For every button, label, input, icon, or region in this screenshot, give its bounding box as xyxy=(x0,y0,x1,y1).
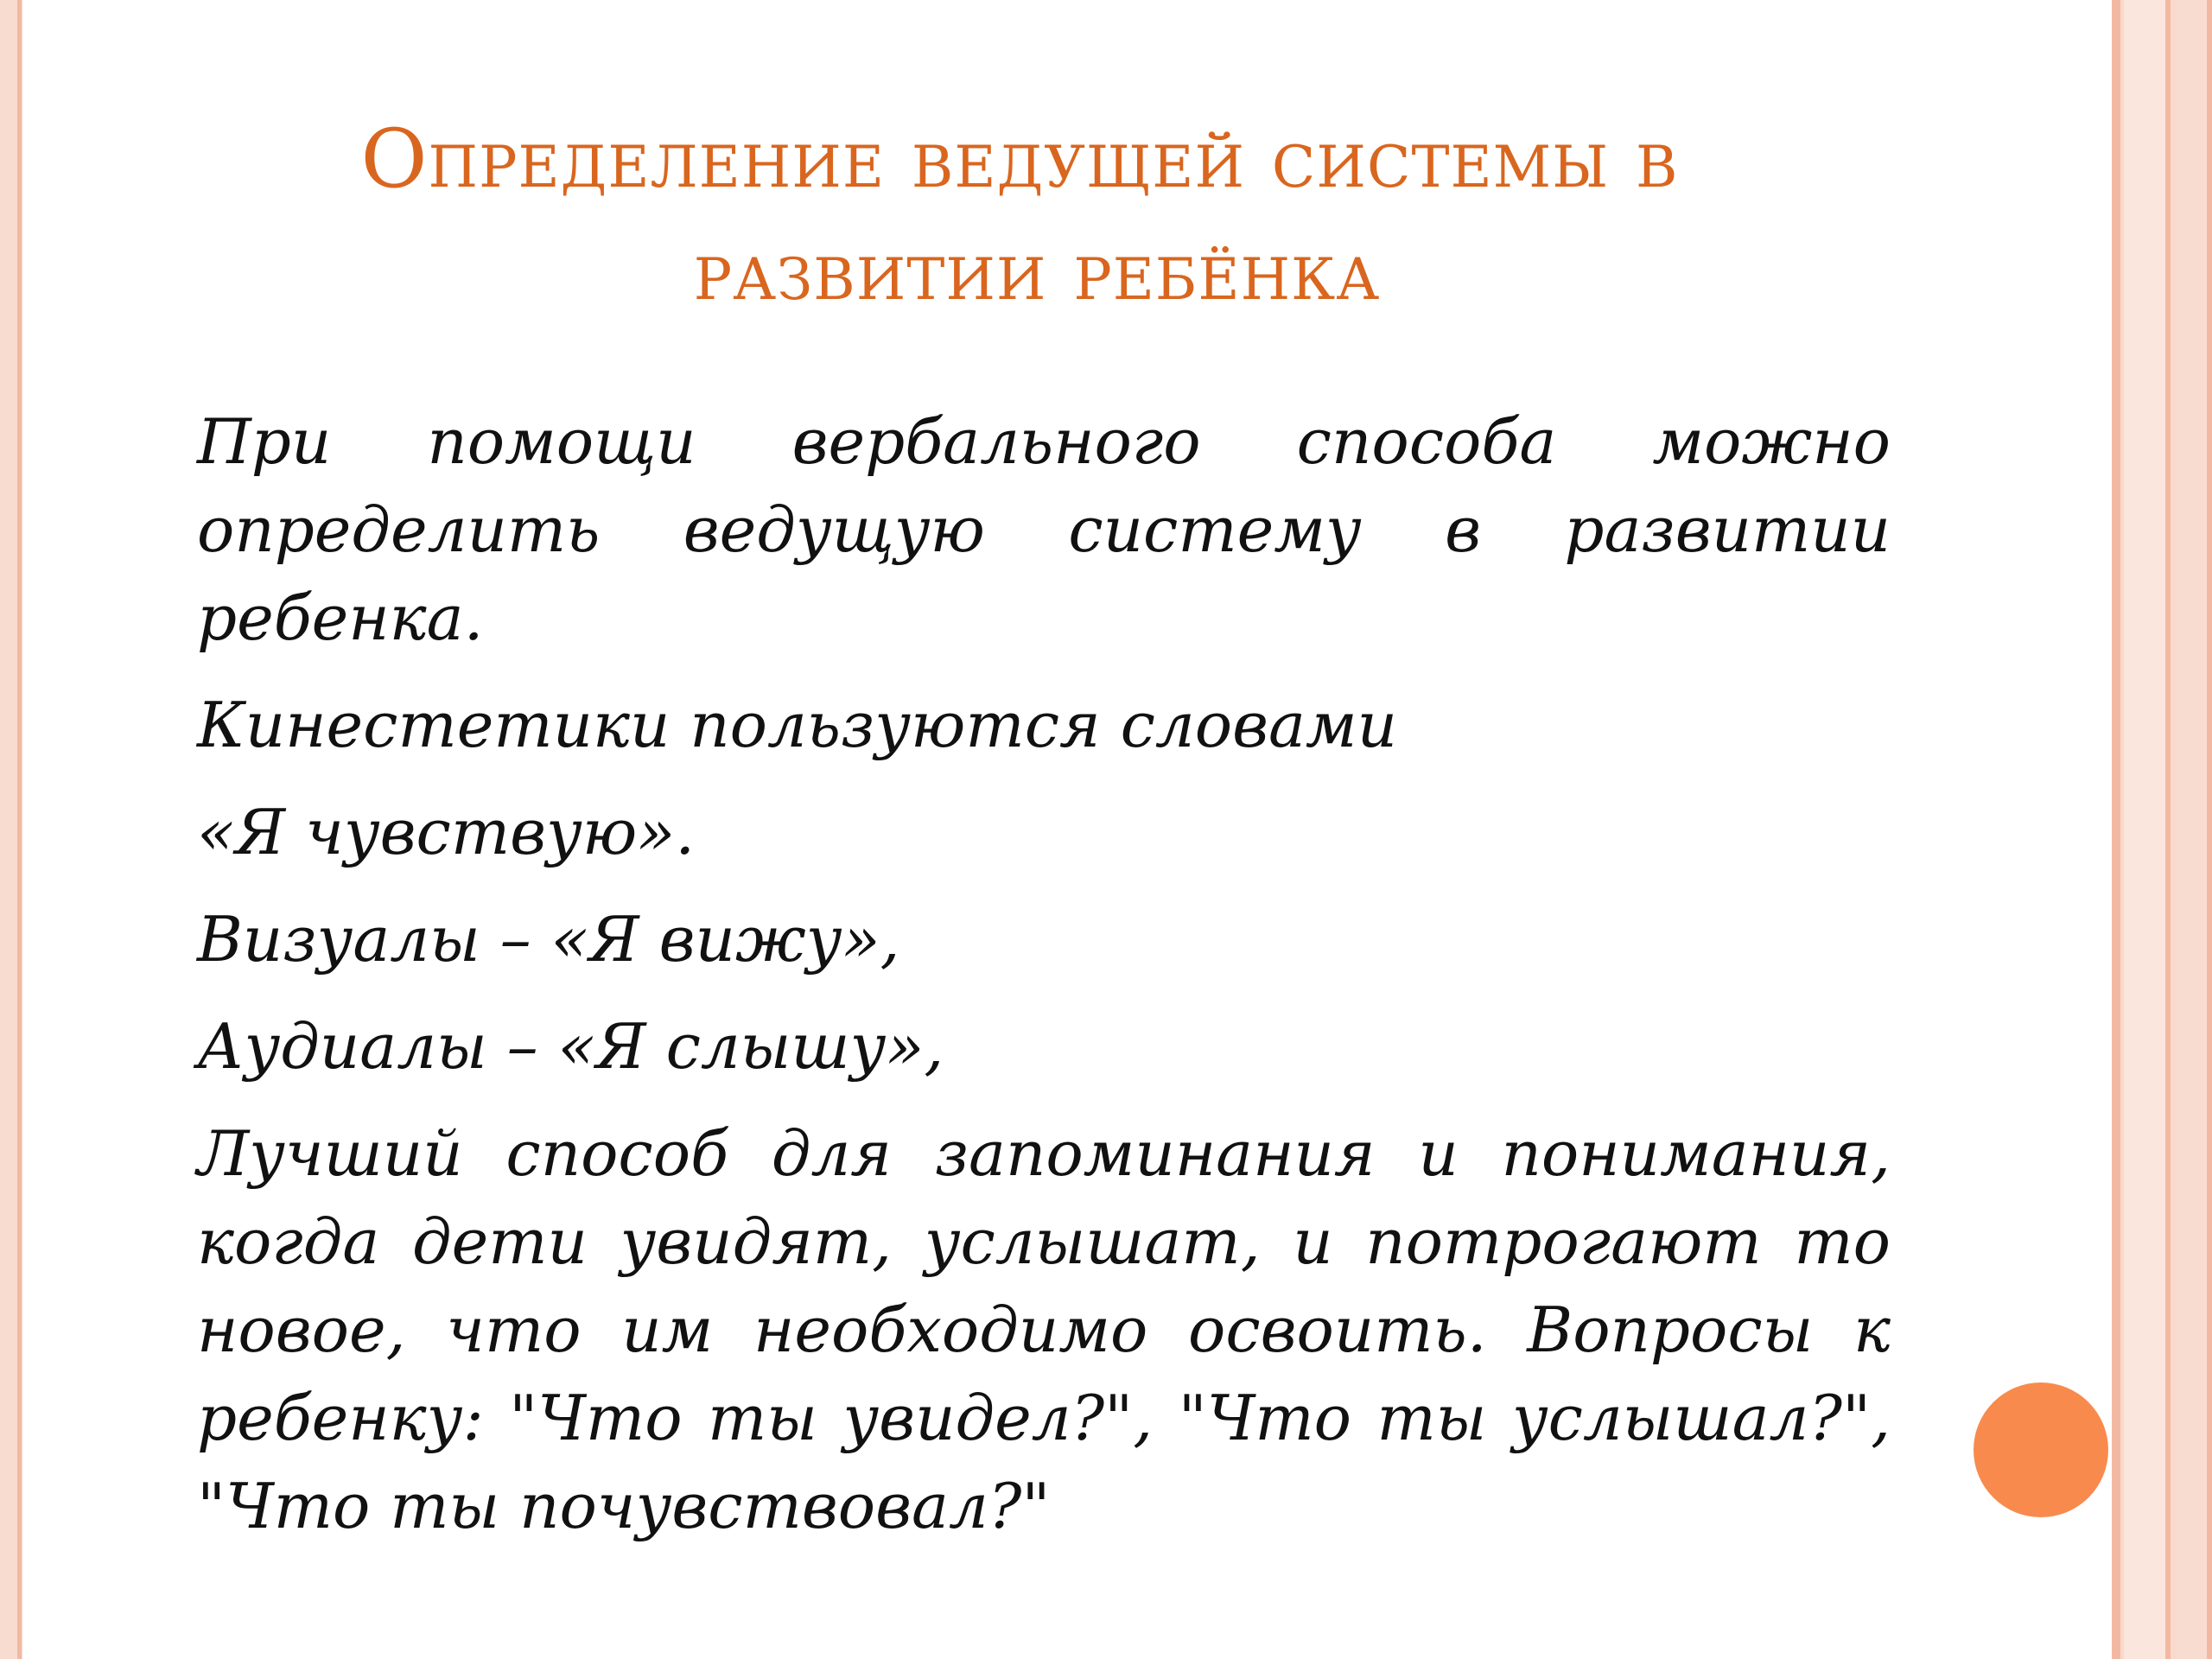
body-paragraph: Визуалы – «Я вижу», xyxy=(197,903,900,976)
right-border-line xyxy=(2112,0,2120,1659)
accent-dot xyxy=(1974,1382,2108,1517)
slide-title-line-1: Определение ведущей системы в xyxy=(360,112,1679,207)
body-paragraph: Лучший способ для запоминания и понимания, когда дети увидят, услышат, и потрогают то новое, что им необходимо освоить. Вопросы к ребенку: "Что ты увидел?", "Что ты услышал?", "Что ты почувствовал?" xyxy=(197,1117,1891,1542)
body-paragraph: Аудиалы – «Я слышу», xyxy=(197,1010,944,1083)
slide-title-line-2: развитии ребёнка xyxy=(693,225,1381,319)
right-border-line xyxy=(2207,0,2212,1659)
body-paragraph: Кинестетики пользуются словами xyxy=(197,689,1397,761)
left-border-line xyxy=(17,0,22,1659)
right-border-band xyxy=(2112,0,2212,1659)
body-paragraph: «Я чувствую». xyxy=(197,796,696,868)
slide-body xyxy=(197,397,1891,1569)
slide-title xyxy=(147,104,1892,328)
right-border-line xyxy=(2165,0,2171,1659)
body-paragraph: При помощи вербального способа можно определить ведущую систему в развитии ребенка. xyxy=(197,405,1891,654)
right-border-stripe xyxy=(2124,0,2165,1659)
